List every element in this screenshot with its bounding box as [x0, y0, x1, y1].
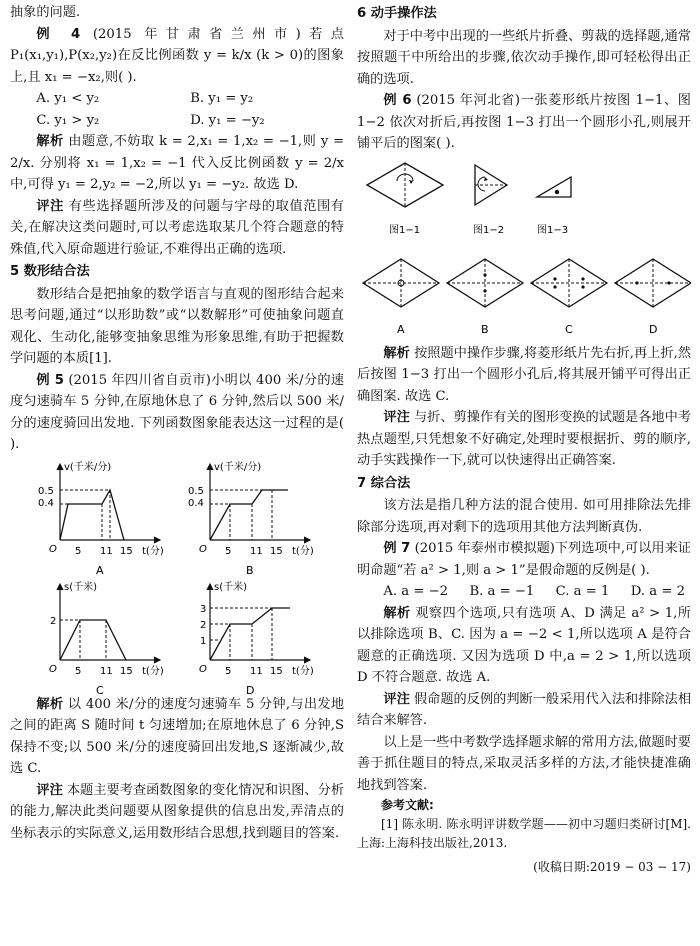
- graph-c-name: C: [96, 683, 104, 694]
- left-column: [10, 2, 344, 844]
- graph-a-xtick-15: 15: [120, 545, 133, 557]
- graph-a-curve: [60, 490, 124, 540]
- graph-d-tlabel: t(分): [292, 665, 314, 677]
- ex7-solution-text: 观察四个选项,只有选项 A、D 满足 a² > 1,所以排除选项 B、C. 因为 a = −2 < 1,所以选项 A 是符合题意的正确选项. 又因为选项 D 中,a = 2 > 1,所以选项 D 不符合题意. 故选 A.: [357, 605, 691, 685]
- conclusion: 以上是一些中考数学选择题求解的常用方法,做题时要善于抓住题目的特点,采取灵活多样的方法,才能快捷准确地找到答案.: [357, 734, 691, 793]
- right-column: [357, 2, 691, 879]
- graph-b-tlabel: t(分): [292, 545, 314, 557]
- option-c-figure: [531, 259, 607, 336]
- example-6-text: (2015 年河北省)一张菱形纸片按图 1−1、图 1−2 依次对折后,再按图 1−3 打出一个圆形小孔,则展开铺平后的图案( ).: [357, 93, 691, 151]
- graph-d-name: D: [246, 683, 255, 694]
- graph-b-xtick-11: 11: [250, 545, 263, 557]
- graph-d-ytick-1: 1: [200, 635, 207, 647]
- graph-a-origin: O: [49, 543, 57, 555]
- graph-c-xtick-15: 15: [120, 665, 133, 677]
- figure-1-2: [473, 165, 507, 236]
- figure-1-3: [537, 177, 571, 236]
- ex4-solution-label: 解析: [36, 134, 64, 149]
- example-4: [10, 24, 344, 89]
- ex7-option-d: D. a = 2: [630, 584, 685, 599]
- graph-d-xtick-15: 15: [270, 665, 283, 677]
- graph-c-ylabel: s(千米): [64, 581, 98, 593]
- section-5-heading: 5 数形结合法: [10, 264, 90, 279]
- ex4-option-a: A. y₁ < y₂: [36, 91, 100, 106]
- option-a-label: A: [397, 322, 405, 336]
- graph-b-name: B: [246, 563, 254, 577]
- ex5-solution-label: 解析: [36, 696, 64, 712]
- option-c-label: C: [565, 322, 573, 336]
- ex7-option-c: C. a = 1: [555, 584, 610, 599]
- example-6: [357, 90, 691, 155]
- ex7-option-b: B. a = −1: [469, 584, 535, 599]
- example-7-label: 例 7: [383, 541, 411, 556]
- graph-d-ytick-2: 2: [200, 619, 207, 631]
- ex6-note-text: 与折、剪操作有关的图形变换的试题是各地中考热点题型,只凭想象不好确定,处理时要根据折、剪的顺序,动手实践操作一下,就可以快速得出正确答案.: [357, 410, 692, 468]
- graph-c: [49, 580, 164, 694]
- ex6-note-label: 评注: [383, 410, 410, 425]
- option-a-figure: [363, 259, 439, 336]
- graph-a-xtick-11: 11: [100, 545, 113, 557]
- ex7-solution-label: 解析: [383, 605, 411, 621]
- example-4-options: [10, 88, 344, 131]
- example-6-figures: [357, 155, 691, 343]
- graph-b: [188, 460, 314, 577]
- option-b-label: B: [481, 322, 489, 336]
- option-d-label: D: [649, 322, 658, 336]
- graph-d-ytick-3: 3: [200, 603, 207, 615]
- graph-c-curve: [60, 620, 126, 660]
- example-6-label: 例 6: [383, 93, 412, 108]
- example-7-options: [357, 581, 691, 603]
- option-d-figure: [615, 259, 691, 336]
- example-5-solution: [10, 694, 344, 780]
- example-4-label: 例 4: [36, 26, 81, 42]
- option-b-figure: [447, 259, 523, 336]
- reference-1: [1] 陈永明. 陈永明评讲数学题——初中习题归类研讨[M]. 上海:上海科技出版社,2013.: [357, 817, 691, 850]
- figure-1-1: [367, 163, 443, 236]
- example-6-solution: [357, 343, 691, 408]
- example-5-text: (2015 年四川省自贡市)小明以 400 米/分的速度匀速骑车 5 分钟,在原地休息了 6 分钟,然后以 500 米/分的速度骑回出发地. 下列函数图象能表达这一过程的是( ).: [10, 372, 344, 452]
- graph-a-ylabel: v(千米/分): [64, 461, 112, 473]
- ex4-option-d: D. y₁ = −y₂: [190, 112, 265, 128]
- section-6-heading: 6 动手操作法: [357, 6, 437, 21]
- graph-a: [38, 460, 164, 577]
- ex5-solution-text: 以 400 米/分的速度匀速骑车 5 分钟,与出发地之间的距离 S 随时间 t 匀速增加;在原地休息了 6 分钟,S 保持不变;以 500 米/分的速度骑回出发地,S 逐渐减少,故选 C.: [10, 696, 345, 776]
- graph-a-name: A: [96, 563, 104, 577]
- graph-c-xtick-5: 5: [75, 665, 82, 677]
- graph-c-tlabel: t(分): [142, 665, 164, 677]
- received-date: (收稿日期:2019 − 03 − 17): [533, 860, 691, 874]
- ex7-note-label: 评注: [383, 691, 410, 707]
- graph-d-xtick-11: 11: [250, 665, 263, 677]
- ex4-note-text: 有些选择题所涉及的问题与字母的取值范围有关,在解决这类问题时,可以考虑选取某几个符合题意的特殊值,代入原命题进行验证,不难得出正确的选项.: [10, 198, 344, 257]
- ex4-option-b: B. y₁ = y₂: [190, 91, 254, 106]
- example-7: [357, 538, 691, 581]
- references-title: 参考文献:: [381, 798, 434, 812]
- ex6-solution-text: 按照题中操作步骤,将菱形纸片先右折,再上折,然后按图 1−3 打出一个圆形小孔后,将其展开铺平可得出正确图案. 故选 C.: [357, 345, 692, 404]
- graph-d-origin: O: [199, 663, 207, 675]
- example-5-graphs: [10, 456, 344, 694]
- graph-b-origin: O: [199, 543, 207, 555]
- graph-c-xtick-11: 11: [100, 665, 113, 677]
- figure-1-2-label: 图1−2: [473, 224, 505, 236]
- example-5-label: 例 5: [36, 372, 64, 388]
- section-5-text: 数形结合是把抽象的数学语言与直观的图形结合起来思考问题,通过“以形助数”或“以数解形”可使抽象问题直观化、生动化,能够变抽象思维为形象思维,有助于把握数学问题的本质[1].: [10, 286, 344, 366]
- section-6-text: 对于中考中出现的一些纸片折叠、剪裁的选择题,通常按照题干中所给出的步骤,依次动手操作,即可轻松得出正确的选项.: [357, 28, 691, 87]
- graph-a-xtick-5: 5: [75, 545, 82, 557]
- example-5-note: [10, 780, 344, 845]
- graph-d-curve: [210, 608, 290, 660]
- graph-a-ytick-04: 0.4: [38, 497, 54, 509]
- ex5-note-label: 评注: [36, 782, 63, 798]
- graph-d: [199, 580, 314, 694]
- graph-b-ylabel: v(千米/分): [214, 461, 262, 473]
- example-5: [10, 370, 344, 456]
- example-4-solution: [10, 131, 344, 196]
- ex7-note-text: 假命题的反例的判断一般采用代入法和排除法相结合来解答.: [357, 691, 692, 728]
- ex4-option-c: C. y₁ > y₂: [36, 112, 100, 128]
- graph-a-ytick-05: 0.5: [38, 485, 54, 497]
- graph-d-ylabel: s(千米): [214, 581, 248, 593]
- graph-b-curve: [210, 490, 288, 540]
- graph-c-ytick-2: 2: [50, 615, 57, 627]
- example-7-note: [357, 689, 691, 732]
- figure-1-1-label: 图1−1: [389, 224, 421, 236]
- graph-b-ytick-05: 0.5: [188, 485, 204, 497]
- example-4-text: (2015 年甘肃省兰州市)若点 P₁(x₁,y₁),P(x₂,y₂)在反比例函数 y = k/x (k > 0)的图象上,且 x₁ = −x₂,则( ).: [10, 26, 344, 85]
- example-4-note: [10, 196, 344, 261]
- graph-b-xtick-15: 15: [270, 545, 283, 557]
- section-7-text: 该方法是指几种方法的混合使用. 如可用排除法先排除部分选项,再对剩下的选项用其他方法判断真伪.: [357, 498, 691, 535]
- graph-b-xtick-5: 5: [225, 545, 232, 557]
- ex4-solution-text: 由题意,不妨取 k = 2,x₁ = 1,x₂ = −1,则 y = 2/x. 分别将 x₁ = 1,x₂ = −1 代入反比例函数 y = 2/x 中,可得 y₁ = 2,y₂ = −2,所以 y₁ = −y₂. 故选 D.: [10, 134, 344, 192]
- graph-c-origin: O: [49, 663, 57, 675]
- graph-d-xtick-5: 5: [225, 665, 232, 677]
- figure-1-3-label: 图1−3: [537, 224, 569, 236]
- example-7-text: (2015 年泰州市模拟题)下列选项中,可以用来证明命题“若 a² > 1,则 a > 1”是假命题的反例是( ).: [357, 541, 691, 578]
- ex6-solution-label: 解析: [383, 345, 410, 361]
- graph-a-tlabel: t(分): [142, 545, 164, 557]
- para-intro-end: 抽象的问题.: [10, 5, 81, 20]
- ex5-note-text: 本题主要考查函数图象的变化情况和识图、分析的能力,解决此类问题要从图象提供的信息出发,弄清点的坐标表示的实际意义,运用数形结合思想,找到题目的答案.: [10, 782, 345, 841]
- example-7-solution: [357, 603, 691, 689]
- example-6-note: [357, 407, 691, 472]
- ex7-option-a: A. a = −2: [383, 584, 449, 599]
- section-7-heading: 7 综合法: [357, 475, 411, 491]
- graph-b-ytick-04: 0.4: [188, 497, 204, 509]
- ex4-note-label: 评注: [36, 198, 64, 214]
